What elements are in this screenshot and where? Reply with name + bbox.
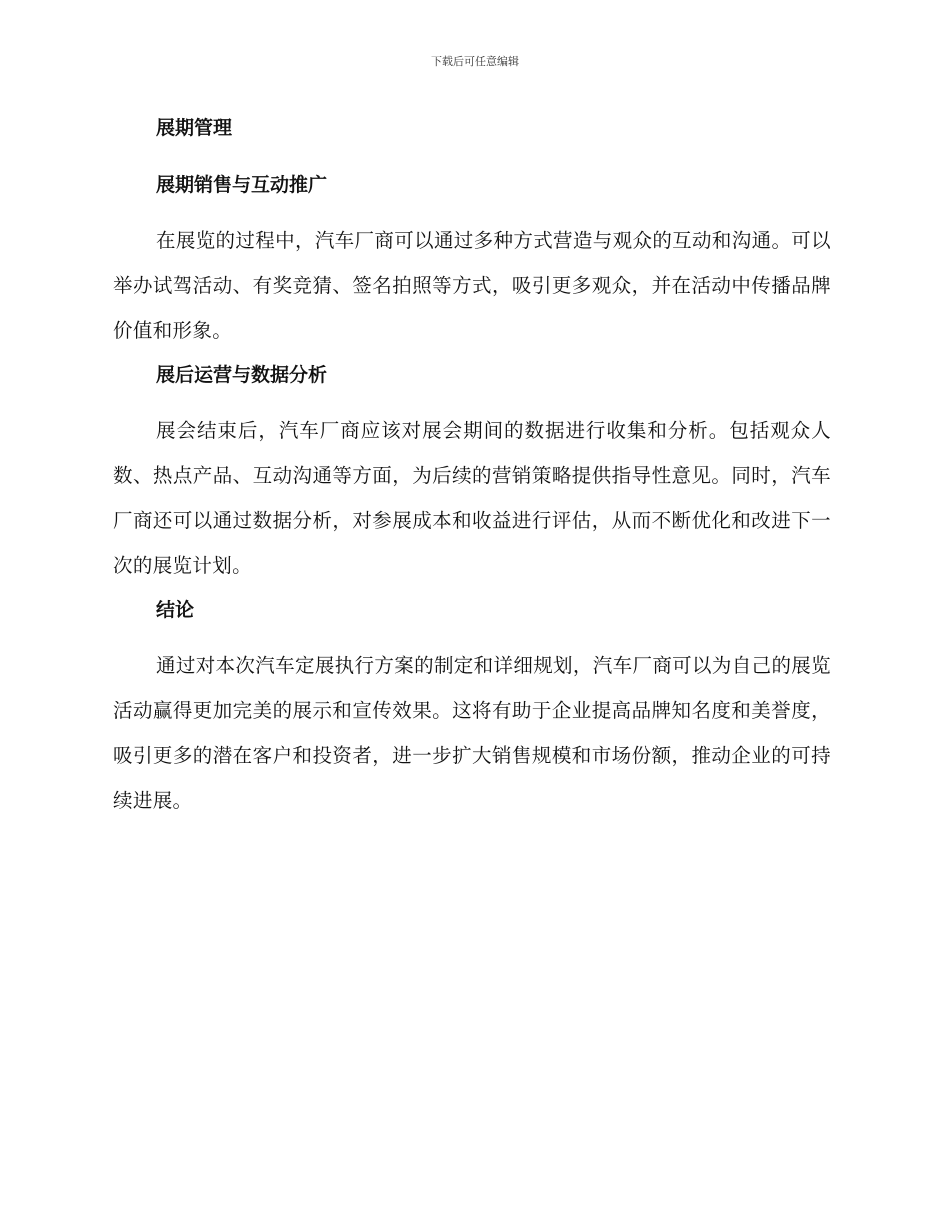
paragraph-post-show-analysis: 展会结束后，汽车厂商应该对展会期间的数据进行收集和分析。包括观众人数、热点产品、互动沟通等方面，为后续的营销策略提供指导性意见。同时，汽车厂商还可以通过数据分析，对参展成本和收益进行评估，从而不断优化和改进下一次的展览计划。 (113, 419, 831, 577)
section-heading-sales-promotion: 展期销售与互动推广 (156, 174, 328, 196)
section-title: 展期管理 (156, 117, 233, 139)
paragraph-conclusion: 通过对本次汽车定展执行方案的制定和详细规划，汽车厂商可以为自己的展览活动赢得更加完美的展示和宣传效果。这将有助于企业提高品牌知名度和美誉度，吸引更多的潜在客户和投资者，进一步扩大销售规模和市场份额，推动企业的可持续进展。 (113, 654, 831, 812)
section-heading-post-show-analysis: 展后运营与数据分析 (156, 364, 328, 386)
document-body (113, 110, 831, 823)
section-heading-conclusion: 结论 (156, 599, 195, 621)
paragraph-sales-promotion: 在展览的过程中，汽车厂商可以通过多种方式营造与观众的互动和沟通。可以举办试驾活动、有奖竞猜、签名拍照等方式，吸引更多观众，并在活动中传播品牌价值和形象。 (113, 229, 831, 342)
page-header: 下载后可任意编辑 (431, 55, 519, 68)
